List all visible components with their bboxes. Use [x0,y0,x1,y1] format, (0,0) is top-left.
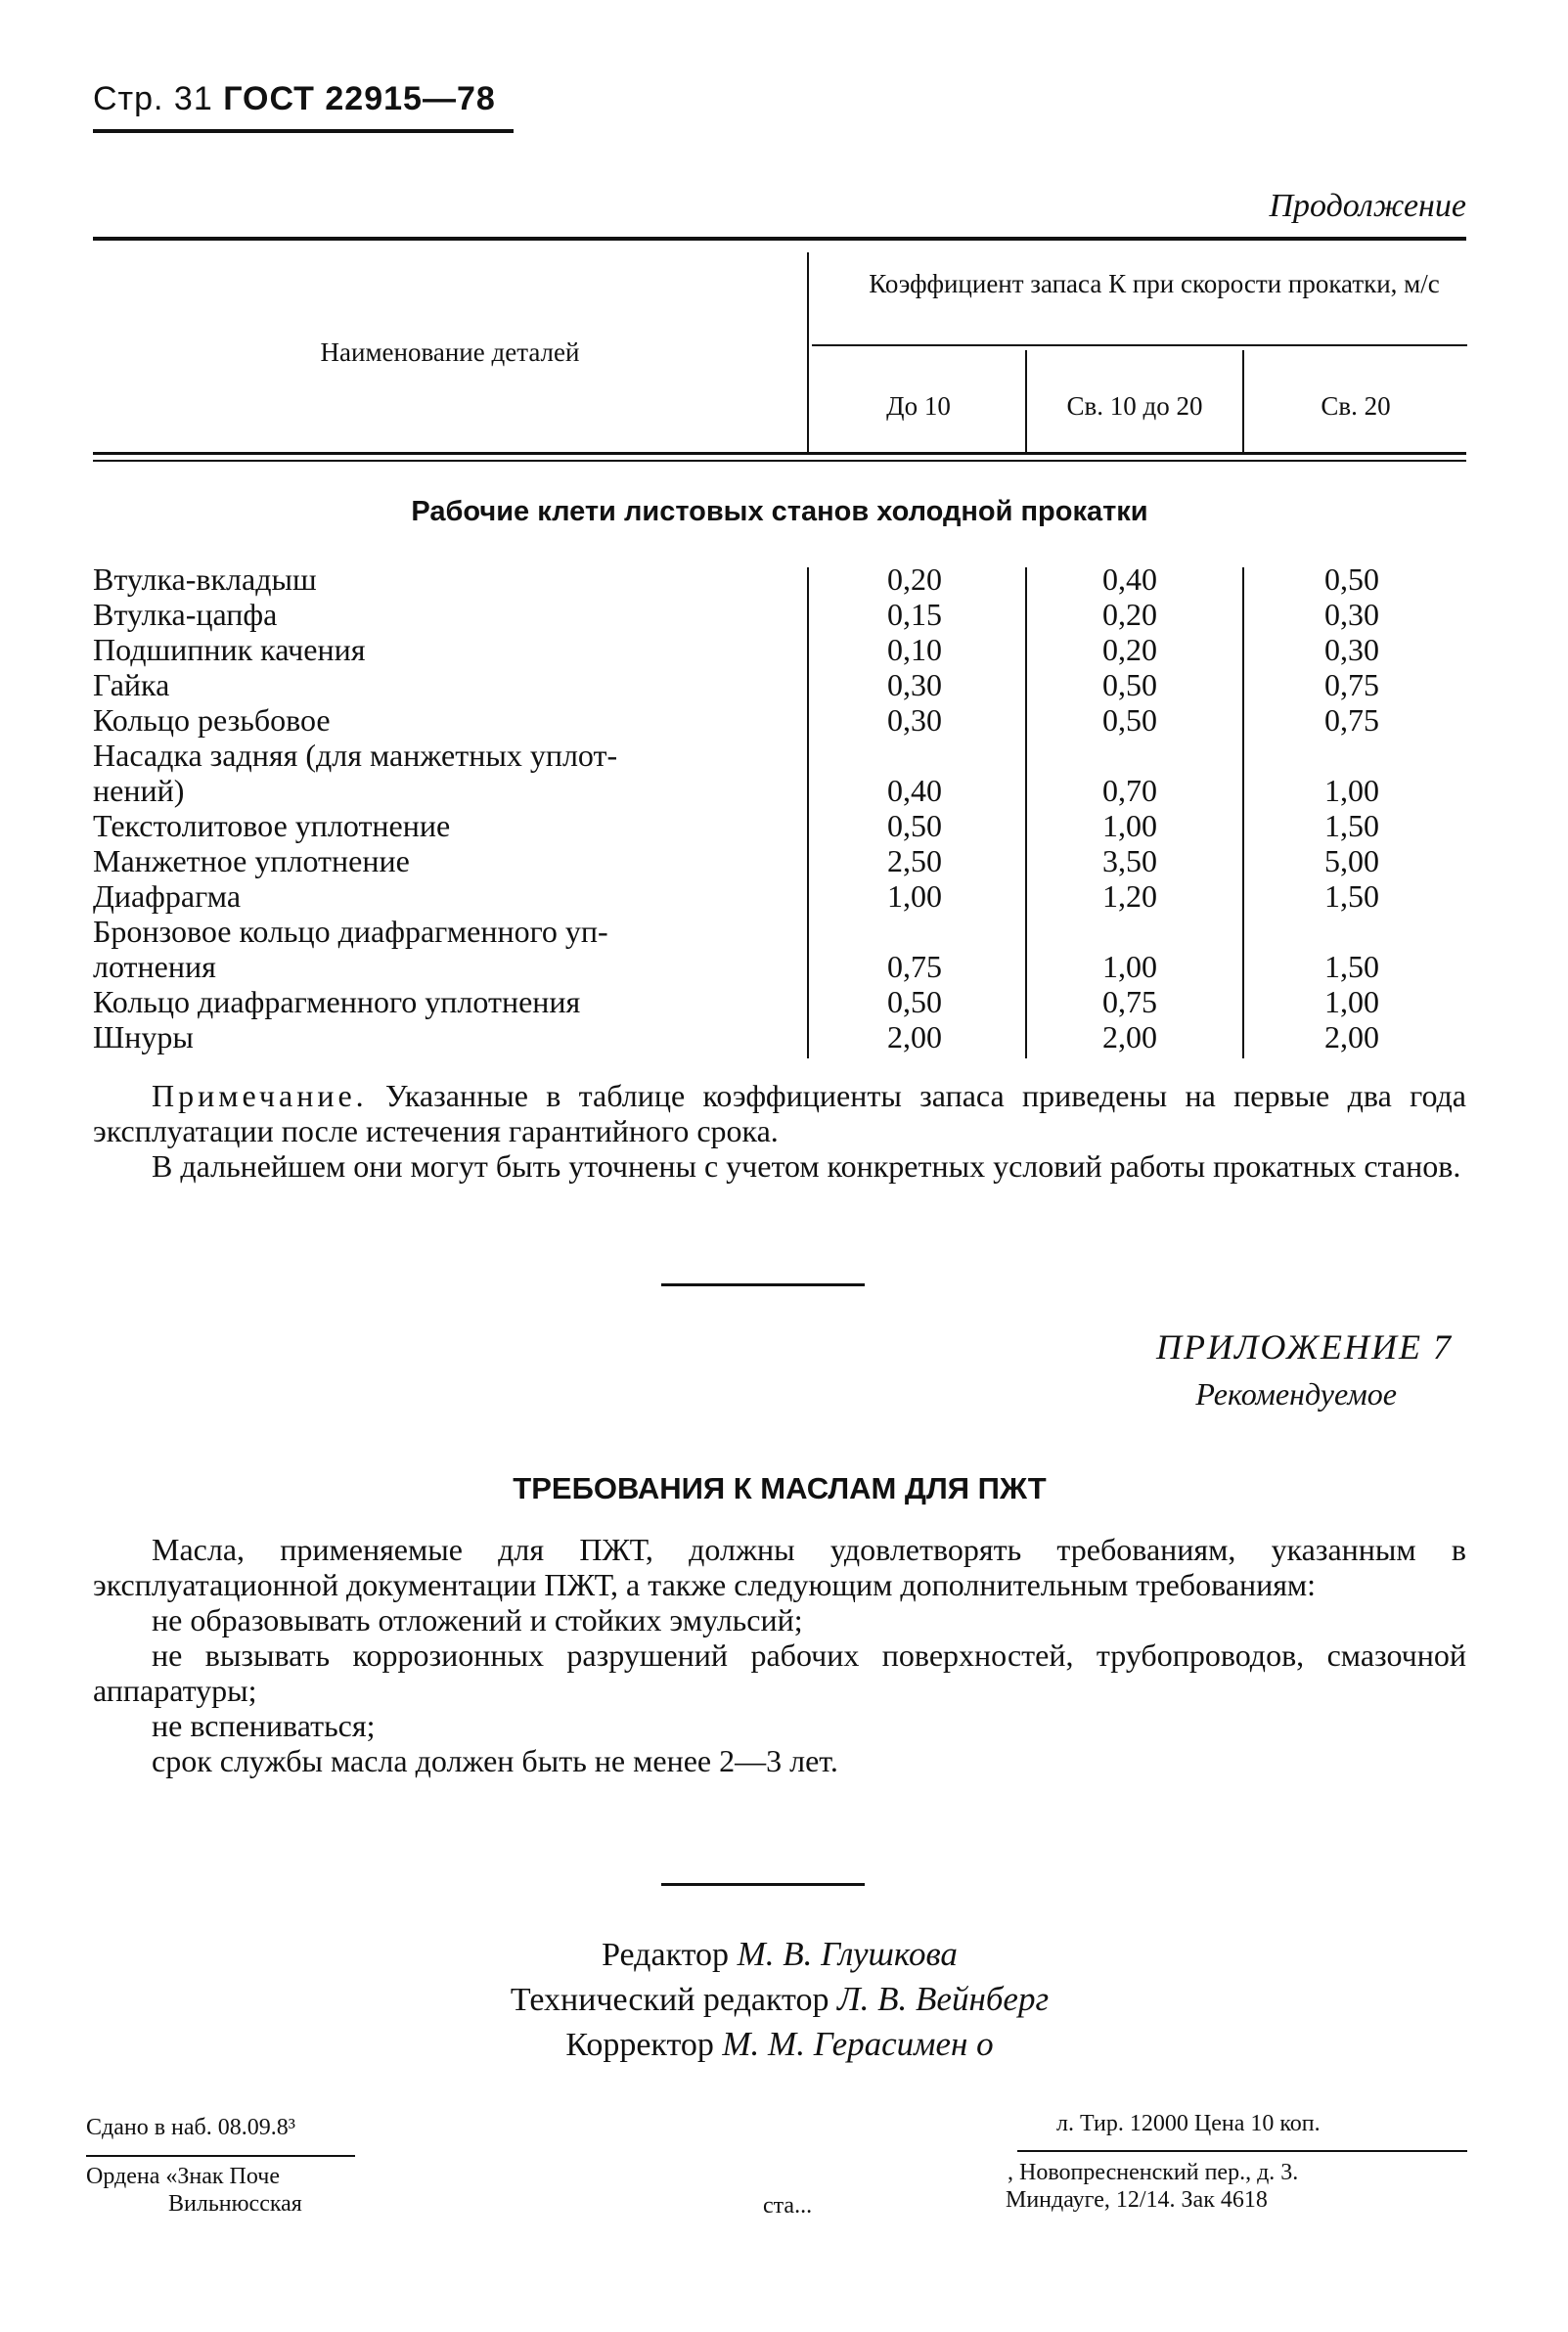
coef-over-20: 1,50 [1324,878,1379,914]
coef-10-to-20: 0,40 [1102,561,1157,597]
coef-over-20: 5,00 [1324,843,1379,878]
coef-10-to-20: 0,20 [1102,597,1157,632]
table-body [93,561,1466,1054]
page-number: Стр. 31 [93,80,213,117]
coef-upto-10: 2,00 [887,1019,942,1054]
part-name: Шнуры [93,1019,194,1054]
table-row [93,702,1466,738]
table-row [93,914,1466,949]
separator-dash-2 [661,1883,865,1886]
coef-over-20 [1237,738,1466,773]
table-header-bottom-rule-1 [93,452,1466,455]
part-name: Втулка-цапфа [93,597,278,632]
imprint-print-run: л. Тир. 12000 Цена 10 коп. [1056,2111,1321,2136]
coef-upto-10: 2,50 [887,843,942,878]
coef-over-20: 0,75 [1324,702,1379,738]
subheader-10-to-20: Св. 10 до 20 [1066,391,1203,421]
credit-name: М. М. Герасимен о [722,2025,994,2063]
coef-over-20: 2,00 [1324,1019,1379,1054]
part-name: нений) [93,773,185,808]
part-name: Гайка [93,667,170,702]
body-paragraph: срок службы масла должен быть не менее 2—3 лет. [152,1743,838,1778]
credit-role: Редактор [602,1937,730,1973]
page-header [93,80,496,118]
note-label: Примечание. [152,1078,368,1113]
part-name: Насадка задняя (для манжетных уплот- [93,738,618,773]
table-row [93,667,1466,702]
coef-10-to-20: 0,75 [1102,984,1157,1019]
imprint-address-2: Миндауге, 12/14. Зак 4618 [1006,2187,1268,2213]
table-row [93,597,1466,632]
part-name: Манжетное уплотнение [93,843,410,878]
imprint-address-1: , Новопресненский пер., д. 3. [1008,2160,1299,2185]
column-header-coefficient: Коэффициент запаса К при скорости прокатки, м/с [869,269,1440,298]
coef-10-to-20: 3,50 [1102,843,1157,878]
table-row [93,1019,1466,1054]
coef-over-20: 1,50 [1324,949,1379,984]
coef-10-to-20: 0,50 [1102,702,1157,738]
credit-editor [93,1935,1466,1974]
body-paragraph: не вызывать коррозионных разрушений рабочих поверхностей, трубопроводов, смазочной аппаратуры; [93,1637,1466,1708]
part-name: Текстолитовое уплотнение [93,808,451,843]
credit-name: М. В. Глушкова [737,1935,958,1973]
coef-10-to-20: 0,70 [1102,773,1157,808]
coef-upto-10 [807,914,1022,949]
credit-proofreader [93,2025,1466,2064]
appendix-title: ПРИЛОЖЕНИЕ 7 [1156,1327,1453,1367]
credit-role: Технический редактор [510,1982,829,2018]
standard-number: ГОСТ 22915—78 [223,80,496,117]
coef-upto-10: 0,40 [887,773,942,808]
coef-10-to-20: 1,20 [1102,878,1157,914]
table-row [93,808,1466,843]
part-name: Кольцо диафрагменного уплотнения [93,984,581,1019]
part-name: Втулка-вкладыш [93,561,317,597]
table-row [93,632,1466,667]
coef-over-20: 1,50 [1324,808,1379,843]
header-underline [93,129,514,133]
coef-10-to-20 [1022,914,1237,949]
coef-over-20: 1,00 [1324,984,1379,1019]
table-note [93,1078,1466,1184]
table-top-rule [93,237,1466,241]
note-paragraph-2: В дальнейшем они могут быть уточнены с учетом конкретных условий работы прокатных станов. [152,1148,1461,1184]
body-paragraph: Масла, применяемые для ПЖТ, должны удовлетворять требованиям, указанным в эксплуатационной документации ПЖТ, а также следующим дополнительным требованиям: [93,1532,1466,1602]
coef-upto-10: 0,20 [887,561,942,597]
table-subheader-rule [812,344,1467,346]
part-name: Бронзовое кольцо диафрагменного уп- [93,914,608,949]
credit-role: Корректор [565,2027,714,2063]
separator-dash-1 [661,1283,865,1286]
coef-upto-10: 0,10 [887,632,942,667]
credit-name: Л. В. Вейнберг [836,1980,1050,2018]
table-row [93,949,1466,984]
imprint-submitted: Сдано в наб. 08.09.8³ [86,2115,295,2140]
imprint-publisher-1: Ордена «Знак Поче [86,2164,280,2189]
coef-over-20: 0,30 [1324,597,1379,632]
body-paragraph: не вспениваться; [152,1708,376,1743]
coef-10-to-20: 2,00 [1102,1019,1157,1054]
part-name: Кольцо резьбовое [93,702,331,738]
coef-over-20: 0,30 [1324,632,1379,667]
table-row [93,773,1466,808]
table-row [93,878,1466,914]
coef-upto-10: 0,50 [887,984,942,1019]
section-title: Рабочие клети листовых станов холодной прокатки [411,496,1148,527]
table-row [93,984,1466,1019]
coef-upto-10: 0,50 [887,808,942,843]
credit-tech-editor [93,1980,1466,2019]
part-name: Диафрагма [93,878,242,914]
table-row [93,843,1466,878]
continuation-label: Продолжение [1269,188,1466,224]
table-vdivider-name [807,252,809,453]
imprint-middle: ста... [763,2193,813,2219]
coef-10-to-20: 0,50 [1102,667,1157,702]
coef-upto-10: 0,30 [887,667,942,702]
coef-10-to-20 [1022,738,1237,773]
part-name: Подшипник качения [93,632,366,667]
coef-upto-10 [807,738,1022,773]
imprint-rule-left [86,2155,355,2157]
appendix-body [93,1532,1466,1778]
table-header-bottom-rule-2 [93,460,1466,462]
body-paragraph: не образовывать отложений и стойких эмульсий; [152,1602,803,1637]
coef-10-to-20: 0,20 [1102,632,1157,667]
coef-over-20 [1237,914,1466,949]
coef-over-20: 0,50 [1324,561,1379,597]
imprint-publisher-2: Вильнюсская [168,2191,302,2217]
appendix-heading: ТРЕБОВАНИЯ К МАСЛАМ ДЛЯ ПЖТ [513,1471,1047,1505]
coef-10-to-20: 1,00 [1102,949,1157,984]
imprint-rule-right [1017,2150,1467,2152]
coef-10-to-20: 1,00 [1102,808,1157,843]
subheader-over-20: Св. 20 [1321,391,1391,421]
table-row [93,561,1466,597]
part-name: лотнения [93,949,216,984]
coef-upto-10: 0,75 [887,949,942,984]
coef-upto-10: 1,00 [887,878,942,914]
coef-upto-10: 0,15 [887,597,942,632]
table-row [93,738,1466,773]
subheader-upto-10: До 10 [886,391,951,421]
coef-upto-10: 0,30 [887,702,942,738]
note-text-1: Указанные в таблице коэффициенты запаса приведены на первые два года эксплуатации после истечения гарантийного срока. [93,1078,1467,1148]
appendix-subtitle: Рекомендуемое [1195,1376,1397,1412]
column-header-name: Наименование деталей [320,337,580,367]
coef-over-20: 0,75 [1324,667,1379,702]
coef-over-20: 1,00 [1324,773,1379,808]
note-paragraph-1 [93,1078,1466,1148]
